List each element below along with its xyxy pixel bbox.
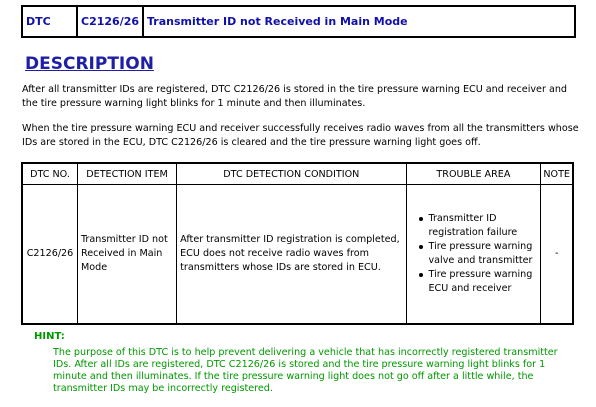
cell-note: -: [541, 185, 573, 325]
col-header-dtc-no: DTC NO.: [22, 163, 77, 185]
cell-detection-condition: After transmitter ID registration is completed, ECU does not receive radio waves from transmitters whose IDs are stored in ECU.: [177, 185, 406, 325]
dtc-label-cell: DTC: [22, 6, 77, 37]
cell-dtc-no: C2126/26: [22, 185, 77, 325]
section-heading-description: DESCRIPTION: [25, 54, 154, 74]
dtc-header-table: [21, 5, 576, 38]
hint-label: HINT:: [34, 331, 65, 342]
trouble-area-item: Transmitter ID registration failure: [410, 212, 538, 240]
trouble-area-list: [410, 212, 538, 296]
hint-text: The purpose of this DTC is to help prevent delivering a vehicle that has incorrectly registered transmitter IDs. After all IDs are registered, DTC C2126/26 is stored and the tire pressure warning light blinks for 1 minute and then illuminates. If the tire pressure warning light does not go off after a little while, the transmitter IDs may be incorrectly registered.: [53, 347, 558, 394]
dtc-title-cell: Transmitter ID not Received in Main Mode: [143, 6, 575, 37]
dtc-table-header-row: [22, 163, 573, 185]
dtc-table: [21, 162, 574, 325]
description-paragraph-1: After all transmitter IDs are registered, DTC C2126/26 is stored in the tire pressure warning ECU and receiver and the tire pressure warning light blinks for 1 minute and then illuminates.: [22, 84, 567, 109]
cell-detection-item: Transmitter ID not Received in Main Mode: [77, 185, 176, 325]
table-row: [22, 185, 573, 325]
cell-trouble-area: [406, 185, 541, 325]
dtc-code-cell: C2126/26: [77, 6, 143, 37]
trouble-area-item: Tire pressure warning valve and transmitter: [410, 240, 538, 268]
col-header-note: NOTE: [541, 163, 573, 185]
dtc-header-row: [22, 6, 575, 37]
trouble-area-item: Tire pressure warning ECU and receiver: [410, 268, 538, 296]
col-header-detection-item: DETECTION ITEM: [77, 163, 176, 185]
col-header-detection-condition: DTC DETECTION CONDITION: [177, 163, 406, 185]
description-paragraph-2: When the tire pressure warning ECU and receiver successfully receives radio waves from all the transmitters whose IDs are stored in the ECU, DTC C2126/26 is cleared and the tire pressure warning light goes off.: [22, 123, 579, 148]
col-header-trouble-area: TROUBLE AREA: [406, 163, 541, 185]
